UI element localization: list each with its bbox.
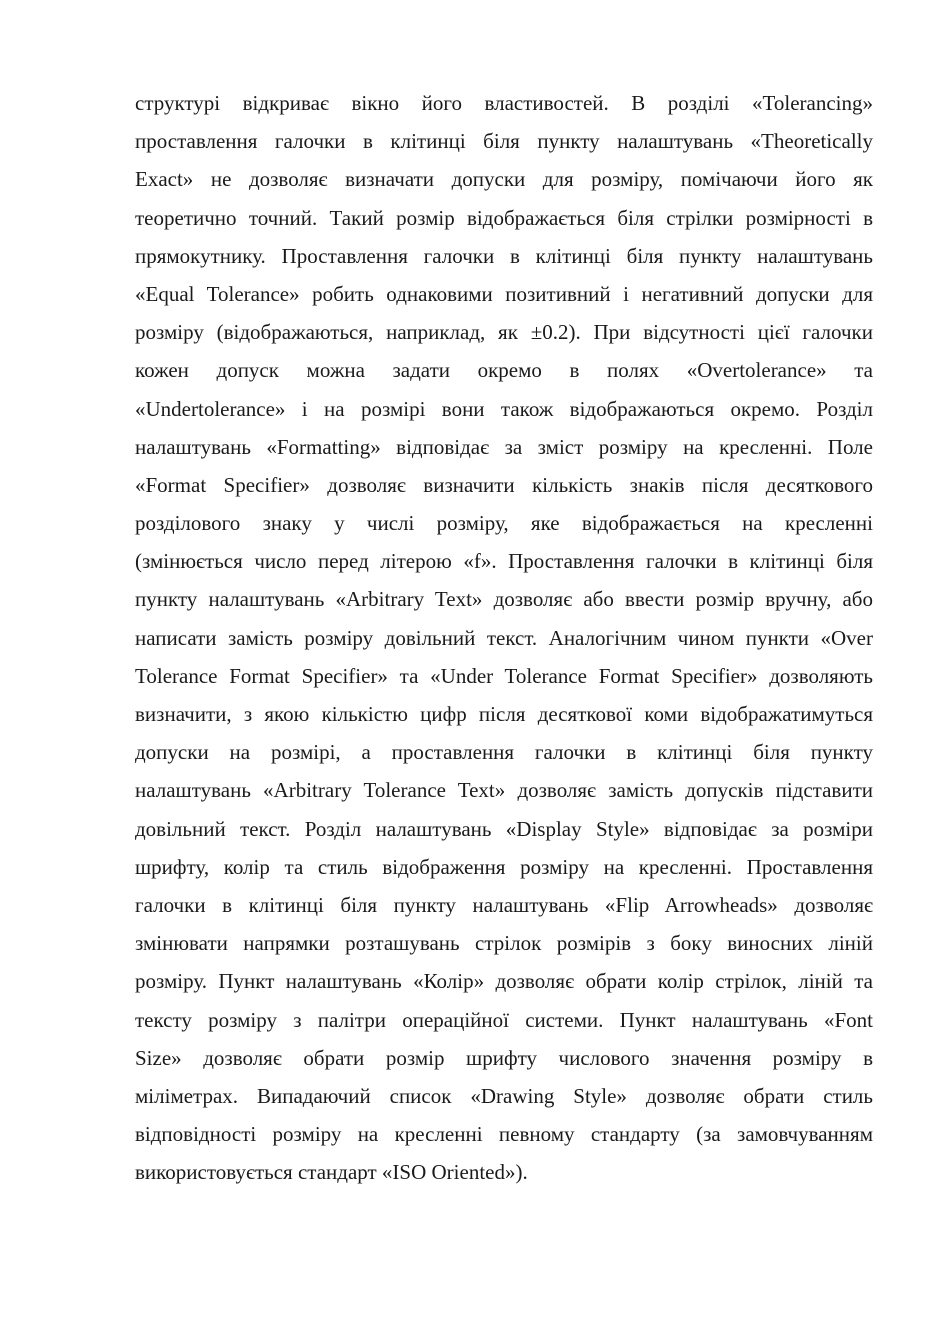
paragraph-line: розміру (відображаються, наприклад, як ±0.2). При відсутності цієї галочки (135, 320, 873, 345)
paragraph-line: кожен допуск можна задати окремо в полях «Overtolerance» та (135, 358, 873, 383)
paragraph-line: пункту налаштувань «Arbitrary Text» дозволяє або ввести розмір вручну, або (135, 587, 873, 612)
paragraph-line: написати замість розміру довільний текст. Аналогічним чином пункти «Over (135, 625, 873, 650)
paragraph-line: налаштувань «Formatting» відповідає за зміст розміру на кресленні. Поле (135, 434, 873, 459)
paragraph-line: визначити, з якою кількістю цифр після десяткової коми відображатимуться (135, 702, 873, 726)
paragraph-line: міліметрах. Випадаючий список «Drawing Style» дозволяє обрати стиль (135, 1083, 873, 1108)
body-paragraph (135, 84, 873, 1191)
paragraph-line: (змінюється число перед літерою «f». Проставлення галочки в клітинці біля (135, 549, 873, 574)
paragraph-line: змінювати напрямки розташувань стрілок розмірів з боку виносних ліній (135, 931, 873, 956)
paragraph-line: використовується стандарт «ISO Oriented»). (135, 1160, 528, 1185)
paragraph-line: Exact» не дозволяє визначати допуски для розміру, помічаючи його як (135, 167, 873, 192)
paragraph-line: розділового знаку у числі розміру, яке відображається на кресленні (135, 511, 873, 536)
paragraph-line: проставлення галочки в клітинці біля пункту налаштувань «Theoretically (135, 129, 873, 154)
paragraph-line: прямокутнику. Проставлення галочки в клітинці біля пункту налаштувань (135, 243, 873, 268)
paragraph-line: «Format Specifier» дозволяє визначити кількість знаків після десяткового (135, 472, 873, 497)
paragraph-line: Size» дозволяє обрати розмір шрифту числового значення розміру в (135, 1045, 873, 1070)
paragraph-line: «Equal Tolerance» робить однаковими позитивний і негативний допуски для (135, 281, 873, 306)
paragraph-line: розміру. Пункт налаштувань «Колір» дозволяє обрати колір стрілок, ліній та (135, 969, 873, 994)
paragraph-line: налаштувань «Arbitrary Tolerance Text» дозволяє замість допусків підставити (135, 778, 873, 803)
paragraph-line: «Undertolerance» і на розмірі вони також відображаються окремо. Розділ (135, 396, 873, 421)
paragraph-line: галочки в клітинці біля пункту налаштувань «Flip Arrowheads» дозволяє (135, 892, 873, 917)
paragraph-line: довільний текст. Розділ налаштувань «Display Style» відповідає за розміри (135, 816, 873, 841)
paragraph-line: Tolerance Format Specifier» та «Under Tolerance Format Specifier» дозволяють (135, 663, 873, 688)
paragraph-line: шрифту, колір та стиль відображення розміру на кресленні. Проставлення (135, 854, 873, 879)
paragraph-line: структурі відкриває вікно його властивостей. В розділі «Tolerancing» (135, 91, 873, 115)
paragraph-line: теоретично точний. Такий розмір відображається біля стрілки розмірності в (135, 205, 873, 230)
paragraph-line: відповідності розміру на кресленні певному стандарту (за замовчуванням (135, 1122, 873, 1147)
paragraph-line: допуски на розмірі, а проставлення галочки в клітинці біля пункту (135, 740, 873, 765)
paragraph-line: тексту розміру з палітри операційної системи. Пункт налаштувань «Font (135, 1007, 873, 1032)
